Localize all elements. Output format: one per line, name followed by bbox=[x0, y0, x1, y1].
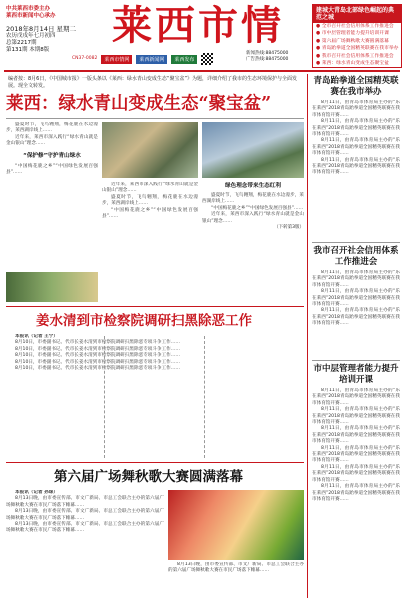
highlight-item[interactable]: ● 第六届广场舞秋歌大赛圆满落幕 bbox=[316, 38, 389, 44]
logo-3: 莱西发布 bbox=[171, 55, 197, 64]
highlight-item[interactable]: ● 市中层管理者能力提升培训开课 bbox=[316, 31, 389, 37]
bottom-paragraph: 8月13日晚，由市委宣传部、市文广新局、市总工会联合主办的第六届广场舞秋歌大赛在市民广场落下帷幕…… bbox=[6, 496, 164, 508]
sponsor-line-2: 莱西市新闻中心承办 bbox=[6, 13, 56, 19]
mid-divider bbox=[204, 336, 205, 458]
highlights-box bbox=[312, 4, 402, 68]
lead-subhead-1: “保护修”守护青山绿水 bbox=[23, 152, 81, 159]
highlight-item[interactable]: ● 莱西：绿水青山变成生态聚宝盆 bbox=[316, 61, 389, 67]
mid-paragraph: 8月10日，市委副书记、代市长姜水清到市检察院调研扫黑除恶专项斗争工作…… bbox=[15, 340, 180, 346]
masthead: 莱西市情 bbox=[112, 2, 284, 49]
lead-col-2 bbox=[102, 182, 198, 270]
right-story3-title[interactable]: 市中层管理者能力提升培训开课 bbox=[313, 364, 399, 385]
sponsor-line-1: 中共莱西市委主办 bbox=[6, 6, 51, 12]
right-story3-body bbox=[312, 388, 400, 596]
bottom-rule bbox=[6, 462, 304, 463]
lead-subhead-2: 绿色理念带来生态红利 bbox=[225, 183, 281, 189]
right-paragraph: 8月11日，由青岛市体育局主办的“乐在莱西”2018青岛跆拳道全国精英联赛在我市体育馆开赛…… bbox=[312, 407, 400, 426]
logo-2: 莱西新闻网 bbox=[136, 55, 167, 64]
issue-this: 第131期 本期8版 bbox=[6, 47, 50, 53]
right-paragraph: 8月11日，由青岛市体育局主办的“乐在莱西”2018青岛跆拳道全国精英联赛在我市体育馆开赛…… bbox=[312, 445, 400, 464]
mid-body bbox=[6, 334, 304, 460]
right-paragraph: 8月11日，由青岛市体育局主办的“乐在莱西”2018青岛跆拳道全国精英联赛在我市体育馆开赛…… bbox=[312, 270, 400, 288]
highlight-item[interactable]: ● 青岛跆拳道全国精英联赛在我市举办 bbox=[316, 46, 399, 52]
bottom-body-2 bbox=[168, 562, 304, 598]
lead-paragraph: 盛夏时节，飞鸟翱翔，梅花鹿在水边漫步，莱西湖岸线上…… bbox=[6, 122, 98, 134]
right-paragraph: 8月11日，由青岛市体育局主办的“乐在莱西”2018青岛跆拳道全国精英联赛在我市体育馆开赛…… bbox=[312, 100, 400, 118]
lead-col-3 bbox=[202, 182, 304, 270]
right-paragraph: 8月11日，由青岛市体育局主办的“乐在莱西”2018青岛跆拳道全国精英联赛在我市体育馆开赛…… bbox=[312, 426, 400, 445]
contact-ads: 广告热线:88475000 bbox=[246, 57, 289, 62]
contacts bbox=[246, 51, 308, 63]
right-paragraph: 8月11日，由青岛市体育局主办的“乐在莱西”2018青岛跆拳道全国精英联赛在我市体育馆开赛…… bbox=[312, 308, 400, 327]
issue-date bbox=[6, 26, 88, 33]
logo-1: 莱西市情网 bbox=[101, 55, 132, 64]
bottom-paragraph: 8月13日晚，由市委宣传部、市文广新局、市总工会联合主办的第六届广场舞秋歌大赛在市民广场落下帷幕…… bbox=[6, 509, 164, 521]
mid-paragraph: 8月10日，市委副书记、代市长姜水清到市检察院调研扫黑除恶专项斗争工作…… bbox=[15, 366, 180, 372]
bottom-paragraph: 8月13日晚，由市委宣传部、市文广新局、市总工会联合主办的第六届广场舞秋歌大赛在市民广场落下帷幕…… bbox=[168, 562, 304, 574]
mid-paragraph: 8月10日，市委副书记、代市长姜水清到市检察院调研扫黑除恶专项斗争工作…… bbox=[15, 353, 180, 359]
header-rule bbox=[4, 70, 400, 72]
lead-paragraph: “中国梅花鹿之乡”“中国绿色发展百强县”…… bbox=[102, 207, 198, 220]
editor-note: 编者按：8月6日，《中国城市报》一版头条以《莱西：绿水青山变成生态“聚宝盆”》为题，详细介绍了我市的生态环境保护与全面发展。现全文转发。 bbox=[8, 76, 298, 89]
highlight-item[interactable]: ● 我市召开社会信用体系工作推进会 bbox=[316, 53, 394, 59]
lead-paragraph: 盛夏时节，飞鸟翱翔，梅花鹿在水边漫步，莱西湖岸线上…… bbox=[102, 194, 198, 207]
lead-paragraph: 近年来，莱西市深入践行“绿水青山就是金山银山”理念…… bbox=[202, 212, 304, 224]
right-rule-1 bbox=[312, 242, 400, 243]
right-story2-body bbox=[312, 270, 400, 356]
mid-paragraph: 8月10日，市委副书记、代市长姜水清到市检察院调研扫黑除恶专项斗争工作…… bbox=[15, 359, 180, 365]
right-paragraph: 8月11日，由青岛市体育局主办的“乐在莱西”2018青岛跆拳道全国精英联赛在我市体育馆开赛…… bbox=[312, 119, 400, 138]
header-left bbox=[6, 6, 88, 54]
mid-byline: 本报讯（记者 王宁） bbox=[15, 334, 58, 339]
mid-paragraph: 8月10日，市委副书记、代市长姜水清到市检察院调研扫黑除恶专项斗争工作…… bbox=[15, 346, 180, 352]
bottom-title[interactable]: 第六届广场舞秋歌大赛圆满落幕 bbox=[54, 469, 243, 485]
weekday: 星期二 bbox=[56, 25, 77, 33]
lead-col-1 bbox=[6, 122, 98, 270]
right-story1-body bbox=[312, 100, 400, 240]
right-paragraph: 8月11日，由青岛市体育局主办的“乐在莱西”2018青岛跆拳道全国精英联赛在我市体育馆开赛…… bbox=[312, 388, 400, 406]
right-paragraph: 8月11日，由青岛市体育局主办的“乐在莱西”2018青岛跆拳道全国精英联赛在我市体育馆开赛…… bbox=[312, 464, 400, 483]
highlight-item[interactable]: ● 全市召开社会信用体系工作推进会 bbox=[316, 24, 394, 29]
mid-rule bbox=[6, 306, 304, 307]
issue-total: 总第2217期 bbox=[6, 40, 37, 46]
lead-title[interactable]: 莱西：绿水青山变成生态“聚宝盆” bbox=[6, 94, 272, 114]
bottom-byline: 本报讯（记者 孙琛） bbox=[15, 490, 58, 495]
lead-paragraph: “中国梅花鹿之乡”“中国绿色发展百强县”…… bbox=[211, 205, 304, 211]
bottom-photo bbox=[168, 490, 304, 560]
bottom-body bbox=[6, 490, 164, 598]
right-rule-2 bbox=[312, 360, 400, 361]
mid-divider bbox=[104, 336, 105, 458]
lead-paragraph: 近年来，莱西市深入践行“绿水青山就是金山银山”理念…… bbox=[102, 182, 198, 194]
lead-paragraph: 近年来，莱西市深入践行“绿水青山就是金山银山”理念…… bbox=[6, 134, 98, 147]
right-divider bbox=[307, 74, 308, 598]
lead-paragraph: “中国梅花鹿之乡”“中国绿色发展百强县”…… bbox=[6, 163, 98, 176]
lead-title-rule bbox=[6, 118, 304, 119]
date: 2018年8月14日 bbox=[6, 25, 55, 33]
right-story2-title[interactable]: 我市召开社会信用体系工作推进会 bbox=[313, 246, 399, 267]
lead-paragraph: 盛夏时节，飞鸟翱翔，梅花鹿在水边漫步，莱西湖岸线上…… bbox=[202, 193, 304, 205]
right-paragraph: 8月11日，由青岛市体育局主办的“乐在莱西”2018青岛跆拳道全国精英联赛在我市体育馆开赛…… bbox=[312, 289, 400, 308]
bottom-paragraph: 8月13日晚，由市委宣传部、市文广新局、市总工会联合主办的第六届广场舞秋歌大赛在市民广场落下帷幕…… bbox=[6, 522, 164, 534]
continued-note: （下转第3版） bbox=[274, 225, 304, 231]
lead-photo-2 bbox=[202, 122, 304, 178]
right-paragraph: 8月11日，由青岛市体育局主办的“乐在莱西”2018青岛跆拳道全国精英联赛在我市体育馆开赛…… bbox=[312, 138, 400, 157]
right-paragraph: 8月11日，由青岛市体育局主办的“乐在莱西”2018青岛跆拳道全国精英联赛在我市体育馆开赛…… bbox=[312, 484, 400, 502]
lunar-date: 农历戊戌年七月初四 bbox=[6, 33, 56, 39]
right-story1-title[interactable]: 青岛跆拳道全国精英联赛在我市举办 bbox=[313, 76, 399, 97]
contact-news: 新闻热线:88475000 bbox=[246, 51, 289, 56]
cn-code: CN37-0082 bbox=[72, 56, 98, 61]
lead-photo-3 bbox=[6, 272, 98, 302]
right-paragraph: 8月11日，由青岛市体育局主办的“乐在莱西”2018青岛跆拳道全国精英联赛在我市体育馆开赛…… bbox=[312, 157, 400, 176]
lead-photo-1 bbox=[102, 122, 198, 178]
highlights-title: 建城大青岛北部绿色崛起的典范之城 bbox=[313, 5, 401, 23]
qr-icon bbox=[201, 53, 213, 65]
mid-title[interactable]: 姜水清到市检察院调研扫黑除恶工作 bbox=[36, 313, 252, 329]
